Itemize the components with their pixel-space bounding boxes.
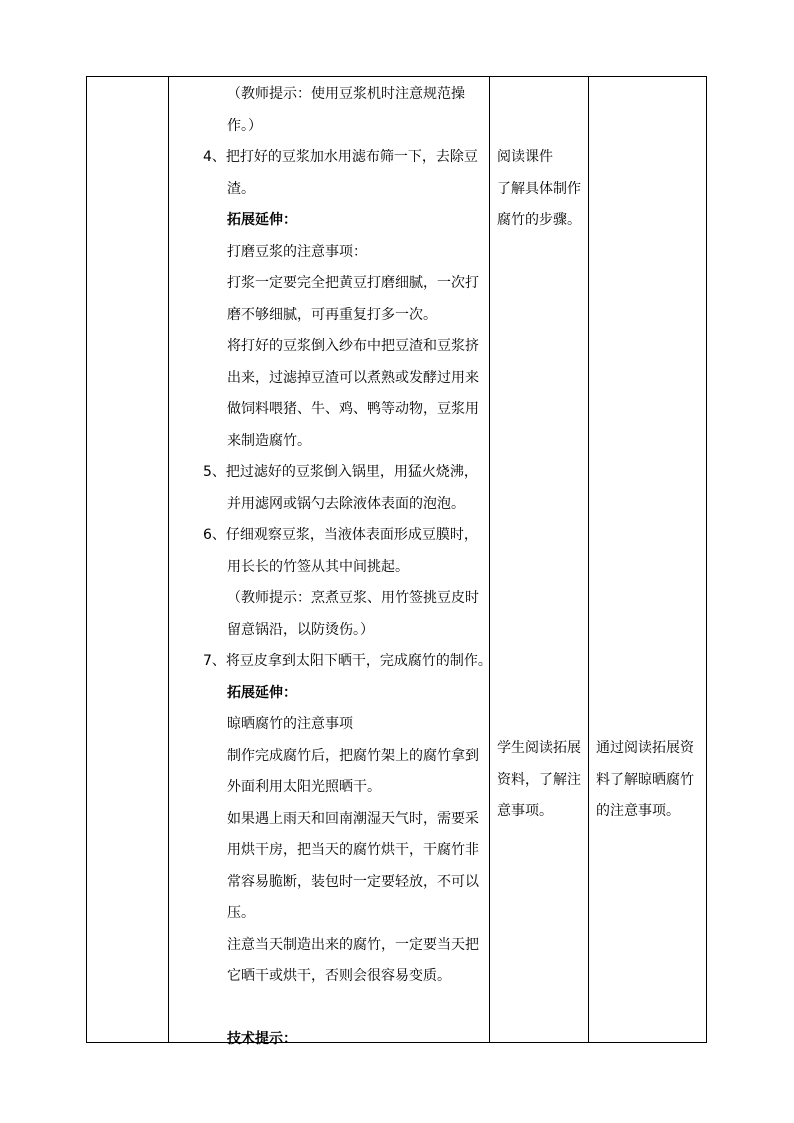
step-number: 4、 <box>203 149 226 165</box>
design-purpose-column <box>596 733 706 828</box>
paragraph-line: 它晒干或烘干，否则会很容易变质。 <box>227 968 451 984</box>
student-activity-column <box>497 733 589 828</box>
paragraph-line: 将打好的豆浆倒入纱布中把豆渣和豆浆挤 <box>227 338 479 354</box>
step-number: 5、 <box>203 464 226 480</box>
paragraph-line: 压。 <box>227 905 255 921</box>
section-heading: 技术提示： <box>227 1031 297 1047</box>
paragraph-line: 打浆一定要完全把黄豆打磨细腻，一次打 <box>227 275 479 291</box>
blank-line <box>203 993 489 1025</box>
step-text: 并用滤网或锅勺去除液体表面的泡泡。 <box>227 495 465 512</box>
paragraph-line: 如果遇上雨天和回南潮湿天气时，需要采 <box>227 810 479 827</box>
activity-line: 意事项。 <box>497 803 553 819</box>
purpose-line: 料了解晾晒腐竹 <box>596 771 694 788</box>
paragraph-line: 打磨豆浆的注意事项： <box>227 243 367 260</box>
paragraph-line: 出来，过滤掉豆渣可以煮熟或发酵过用来 <box>227 369 479 386</box>
purpose-line: 的注意事项。 <box>596 803 680 819</box>
step-text: 渣。 <box>227 180 255 197</box>
teacher-tip: 作。） <box>227 117 262 134</box>
paragraph-line: 制作完成腐竹后，把腐竹架上的腐竹拿到 <box>227 747 479 764</box>
paragraph-line: 注意当天制造出来的腐竹，一定要当天把 <box>227 936 479 953</box>
step-6: 6、仔细观察豆浆，当液体表面形成豆膜时， <box>203 527 478 543</box>
paragraph-line: 外面利用太阳光照晒干。 <box>227 779 381 795</box>
column-divider <box>489 77 490 1042</box>
paragraph-line: 来制造腐竹。 <box>227 432 311 449</box>
content-column <box>203 79 492 1056</box>
paragraph-line: 做饲料喂猪、牛、鸡、鸭等动物，豆浆用 <box>227 401 479 417</box>
activity-line: 资料，了解注 <box>497 771 581 788</box>
teacher-tip: （教师提示：烹煮豆浆、用竹签挑豆皮时 <box>227 590 479 606</box>
activity-line: 学生阅读拓展 <box>497 740 581 756</box>
paragraph-line: 常容易脆断，装包时一定要轻放，不可以 <box>227 873 479 890</box>
step-4: 4、把打好的豆浆加水用滤布筛一下，去除豆 <box>203 149 478 165</box>
paragraph-line: 磨不够细腻，可再重复打多一次。 <box>227 306 437 323</box>
step-7: 7、将豆皮拿到太阳下晒干，完成腐竹的制作。 <box>203 653 492 669</box>
step-number: 6、 <box>203 527 226 543</box>
purpose-line: 通过阅读拓展资 <box>596 740 694 756</box>
paragraph-line: 晾晒腐竹的注意事项 <box>227 716 353 732</box>
activity-line: 腐竹的步骤。 <box>497 212 581 228</box>
student-activity-column <box>497 142 589 237</box>
step-number: 7、 <box>203 653 226 669</box>
step-text: 用长长的竹签从其中间挑起。 <box>227 558 409 575</box>
teacher-tip: 留意锅沿，以防烫伤。） <box>227 621 374 638</box>
step-5: 5、把过滤好的豆浆倒入锅里，用猛火烧沸， <box>203 464 478 480</box>
section-heading: 拓展延伸： <box>227 212 297 228</box>
activity-line: 阅读课件 <box>497 149 553 165</box>
paragraph-line: 用烘干房，把当天的腐竹烘干，干腐竹非 <box>227 842 479 858</box>
column-divider <box>168 77 169 1042</box>
section-heading: 拓展延伸： <box>227 684 297 701</box>
lesson-table <box>86 76 707 1047</box>
activity-line: 了解具体制作 <box>497 180 581 197</box>
teacher-tip: （教师提示：使用豆浆机时注意规范操 <box>227 86 465 102</box>
